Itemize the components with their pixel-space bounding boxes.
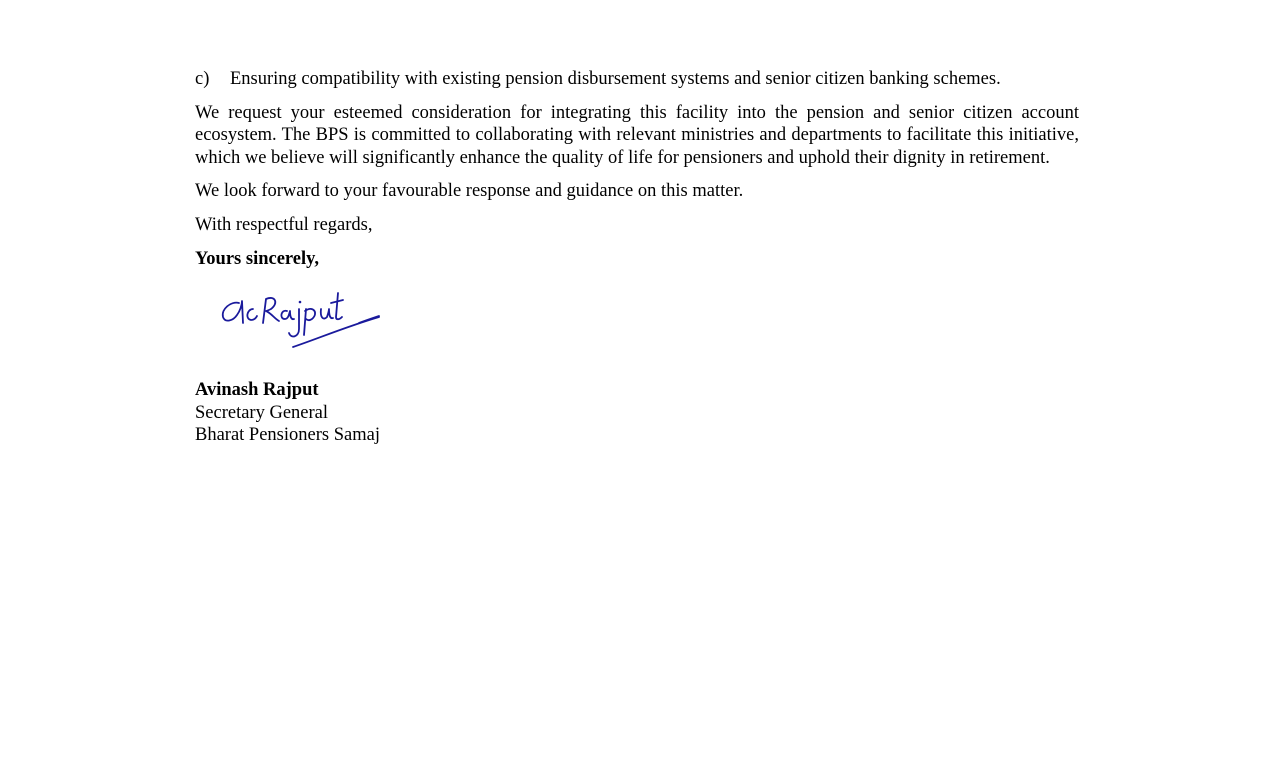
regards-line: With respectful regards, bbox=[195, 214, 373, 235]
signature-image bbox=[209, 279, 389, 355]
look-forward-paragraph: We look forward to your favourable response and guidance on this matter. bbox=[195, 181, 744, 202]
closing-salutation: Yours sincerely, bbox=[195, 248, 320, 269]
request-paragraph: We request your esteemed consideration for integrating this facility into the pension and senior citizen account ecosystem. The BPS is committed to collaborating with relevant ministries and departments to facilitate this initiative, which we believe will significantly enhance the quality of life for pensioners and uphold their dignity in retirement. bbox=[195, 102, 1079, 168]
letter-page bbox=[195, 68, 1079, 447]
signer-title: Secretary General bbox=[195, 402, 329, 423]
list-item-text: Ensuring compatibility with existing pension disbursement systems and senior citizen banking schemes. bbox=[230, 69, 1001, 89]
signer-organization: Bharat Pensioners Samaj bbox=[195, 425, 380, 446]
list-marker: c) bbox=[195, 69, 210, 89]
list-item-c bbox=[195, 68, 1079, 91]
signer-block bbox=[195, 379, 1079, 447]
signer-name: Avinash Rajput bbox=[195, 380, 319, 401]
